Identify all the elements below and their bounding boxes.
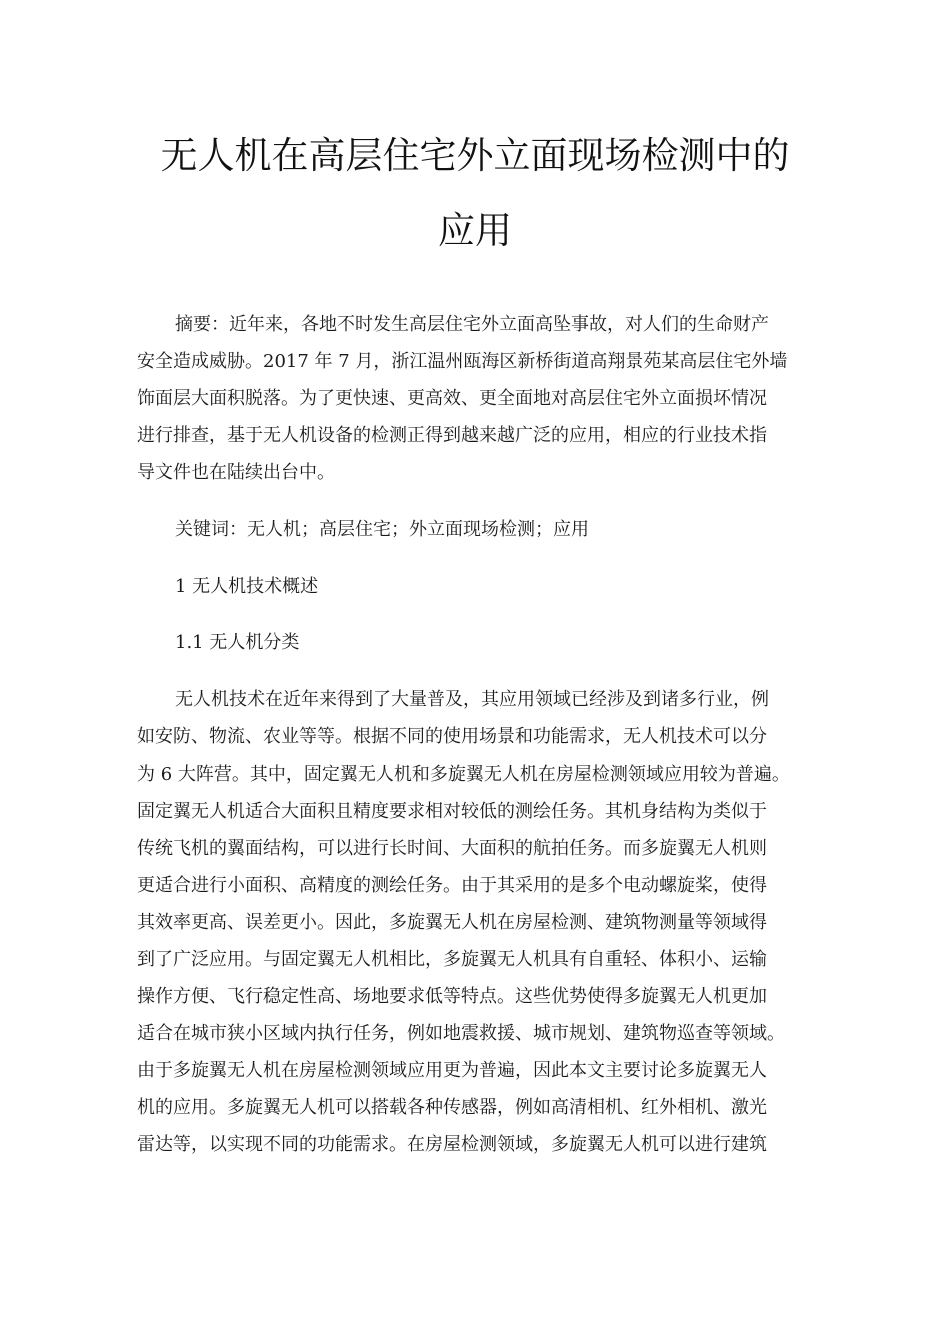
body-line: 固定翼无人机适合大面积且精度要求相对较低的测绘任务。其机身结构为类似于 [137,801,767,822]
body-line: 由于多旋翼无人机在房屋检测领域应用更为普遍，因此本文主要讨论多旋翼无人 [137,1060,767,1081]
body-line: 无人机技术在近年来得到了大量普及，其应用领域已经涉及到诸多行业，例 [175,689,769,710]
section-heading: 1 无人机技术概述 [175,576,319,597]
body-line: 其效率更高、误差更小。因此，多旋翼无人机在房屋检测、建筑物测量等领域得 [137,912,767,933]
abstract-line: 进行排查，基于无人机设备的检测正得到越来越广泛的应用，相应的行业技术指 [137,425,767,446]
body-line: 如安防、物流、农业等等。根据不同的使用场景和功能需求，无人机技术可以分 [137,726,767,747]
keywords: 关键词：无人机；高层住宅；外立面现场检测；应用 [175,519,589,540]
body-line: 传统飞机的翼面结构，可以进行长时间、大面积的航拍任务。而多旋翼无人机则 [137,838,767,859]
body-line: 更适合进行小面积、高精度的测绘任务。由于其采用的是多个电动螺旋桨，使得 [137,875,767,896]
body-line: 适合在城市狭小区域内执行任务，例如地震救援、城市规划、建筑物巡查等领域。 [137,1023,785,1044]
body-line: 机的应用。多旋翼无人机可以搭载各种传感器，例如高清相机、红外相机、激光 [137,1097,767,1118]
subsection-heading: 1.1 无人机分类 [175,632,300,653]
abstract-line: 安全造成威胁。2017 年 7 月，浙江温州瓯海区新桥街道高翔景苑某高层住宅外墙 [137,351,788,372]
abstract-line: 饰面层大面积脱落。为了更快速、更高效、更全面地对高层住宅外立面损坏情况 [137,388,767,409]
abstract-line: 导文件也在陆续出台中。 [137,462,335,483]
body-line: 雷达等，以实现不同的功能需求。在房屋检测领域，多旋翼无人机可以进行建筑 [137,1134,767,1155]
body-line: 操作方便、飞行稳定性高、场地要求低等特点。这些优势使得多旋翼无人机更加 [137,986,767,1007]
document-title-line-1: 无人机在高层住宅外立面现场检测中的 [160,134,790,177]
abstract-line: 摘要：近年来，各地不时发生高层住宅外立面高坠事故，对人们的生命财产 [175,314,769,335]
body-line: 为 6 大阵营。其中，固定翼无人机和多旋翼无人机在房屋检测领域应用较为普遍。 [137,764,790,785]
body-line: 到了广泛应用。与固定翼无人机相比，多旋翼无人机具有自重轻、体积小、运输 [137,949,767,970]
document-title-line-2: 应用 [438,209,512,252]
